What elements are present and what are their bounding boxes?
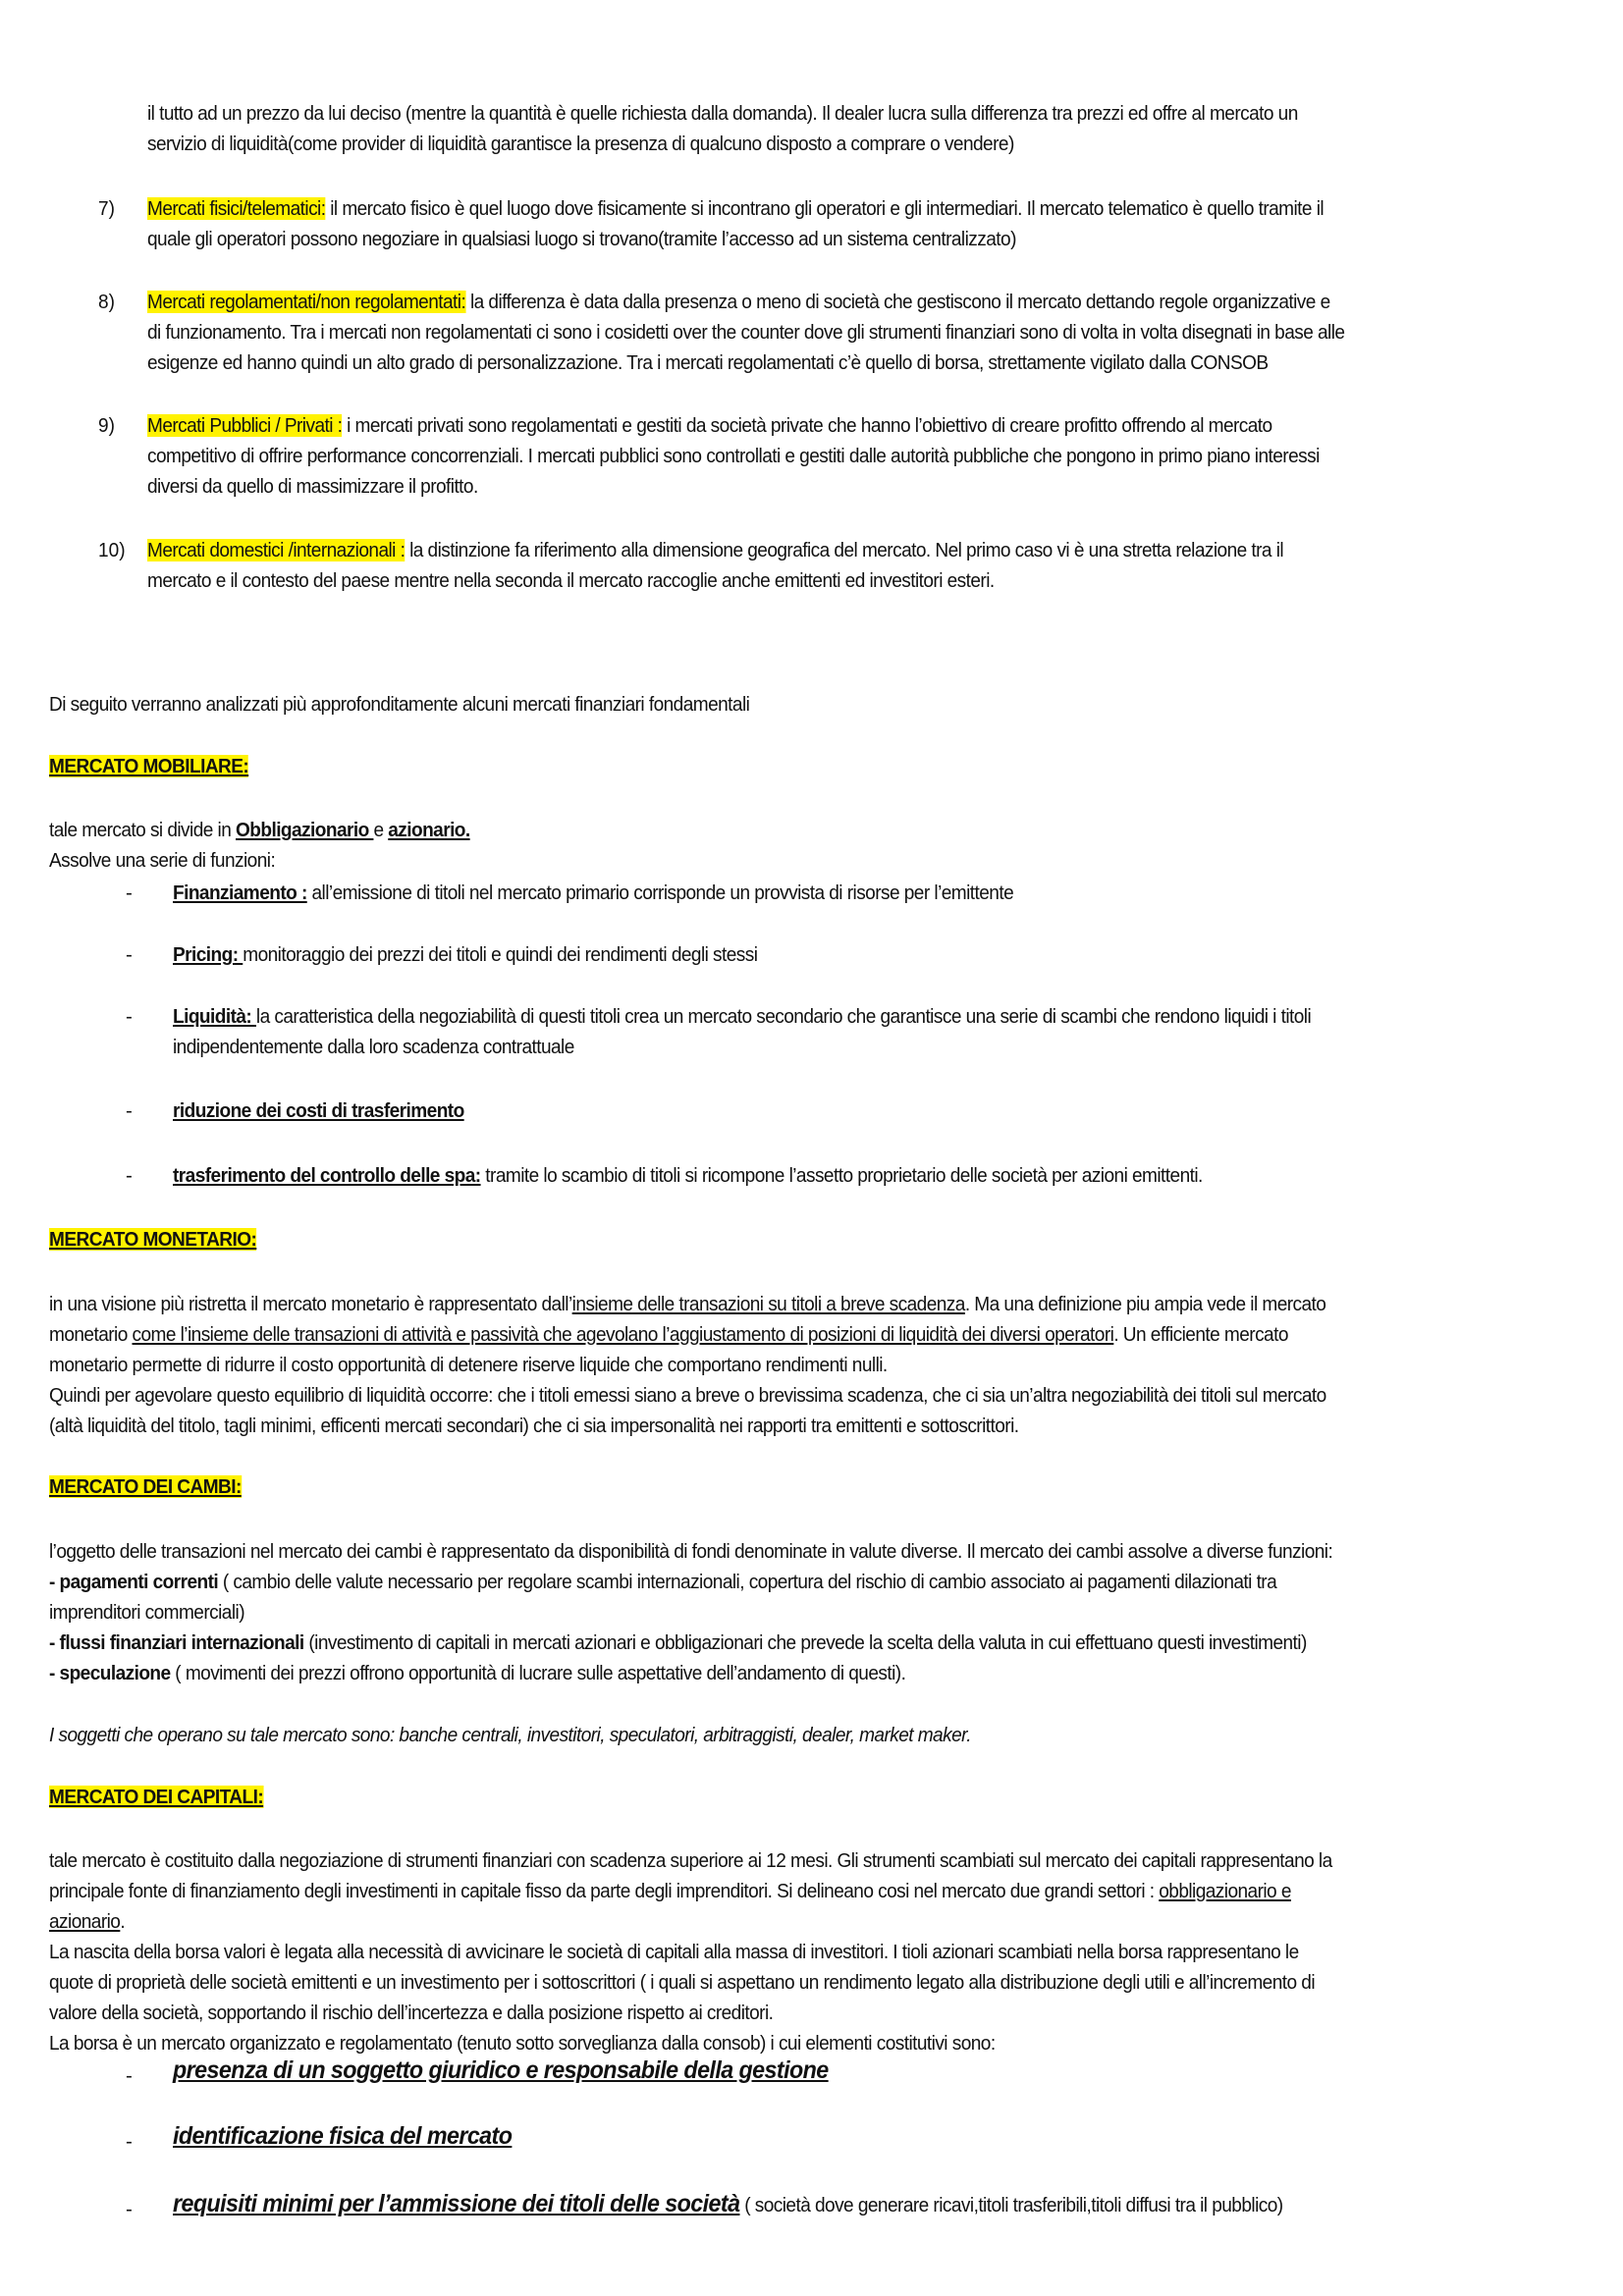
list-item-line: esigenze ed hanno quindi un alto grado di personalizzazione. Tra i mercati regolamentati c’è quello di borsa, strettamente vigilato dalla CONSOB	[147, 351, 1269, 374]
list-item-line: quale gli operatori possono negoziare in qualsiasi luogo si trovano(tramite l’accesso ad un sistema centralizzato)	[147, 228, 1016, 250]
text: (investimento di capitali in mercati azionari e obbligazionari che prevede la scelta della valuta in cui effettuano questi investimenti)	[303, 1631, 1307, 1654]
item-title: Mercati fisici/telematici:	[147, 197, 326, 220]
item-text: la differenza è data dalla presenza o meno di società che gestiscono il mercato dettando regole organizzative e	[465, 291, 1330, 313]
item-title: Mercati regolamentati/non regolamentati:	[147, 291, 466, 313]
list-number: 7)	[98, 197, 115, 220]
list-item-line: di funzionamento. Tra i mercati non regolamentati ci sono i cosidetti over the counter dove gli strumenti finanziari sono di volta in volta disegnati in base alle	[147, 321, 1345, 344]
mobiliare-divide	[49, 815, 1446, 845]
underlined-text: azionario	[49, 1910, 121, 1933]
bullet-item	[173, 1095, 1460, 1126]
soggetti-note: I soggetti che operano su tale mercato sono: banche centrali, investitori, speculatori, arbitraggisti, dealer, market maker.	[49, 1724, 971, 1746]
function-label: - pagamenti correnti	[49, 1571, 219, 1593]
item-text: i mercati privati sono regolamentati e gestiti da società private che hanno l’obiettivo di creare profitto offrendo al mercato	[342, 414, 1272, 437]
paragraph-line: quote di proprietà delle società emittenti e un investimento per i sottoscrittori ( i quali si aspettano un rendimento legato alla distribuzione degli utili e all’incremento di	[49, 1971, 1316, 1994]
paragraph-line	[49, 1876, 1446, 1906]
paragraph-line: La borsa è un mercato organizzato e regolamentato (tenuto sotto sorveglianza dalla consob) i cui elementi costitutivi sono:	[49, 2032, 996, 2055]
bullet-item	[173, 939, 1460, 970]
element-label: requisiti minimi per l’ammissione dei titoli delle società	[173, 2190, 740, 2217]
paragraph-line	[49, 1319, 1446, 1350]
paragraph-line	[49, 1289, 1446, 1319]
paragraph-line: l’oggetto delle transazioni nel mercato dei cambi è rappresentato da disponibilità di fondi denominate in valute diverse. Il mercato dei cambi assolve a diverse funzioni:	[49, 1540, 1333, 1563]
heading-text: MERCATO MONETARIO:	[49, 1228, 257, 1251]
bullet-dash: -	[126, 2130, 133, 2153]
bullet-dash: -	[126, 943, 133, 966]
bullet-dash: -	[126, 1099, 133, 1122]
paragraph-line: Quindi per agevolare questo equilibrio di liquidità occorre: che i titoli emessi siano a breve o brevissima scadenza, che ci sia un’altra negoziabilità dei titoli sul mercato	[49, 1384, 1326, 1407]
section-heading-cambi	[49, 1471, 1446, 1502]
list-number: 10)	[98, 539, 126, 561]
obbligazionario-term: Obbligazionario	[236, 819, 374, 841]
bullet-item-line: indipendentemente dalla loro scadenza contrattuale	[173, 1036, 574, 1058]
list-item	[147, 410, 1462, 441]
text: principale fonte di finanziamento degli investimenti in capitale fisso da parte degli imprenditori. Si delineano cosi nel mercato due grandi settori :	[49, 1880, 1160, 1902]
text: in una visione più ristretta il mercato monetario è rappresentato dall’	[49, 1293, 572, 1315]
mobiliare-assolve: Assolve una serie di funzioni:	[49, 849, 276, 872]
bullet-dash: -	[126, 1164, 133, 1187]
bullet-label: riduzione dei costi di trasferimento	[173, 1099, 464, 1122]
paragraph-line	[49, 1567, 1446, 1597]
list-item-line: competitivo di offrire performance concorrenziali. I mercati pubblici sono controllati e gestiti dalle autorità pubbliche che pongono in primo piano interessi	[147, 445, 1320, 467]
list-number: 9)	[98, 414, 115, 437]
bullet-text: tramite lo scambio di titoli si ricompone l’assetto proprietario delle società per azioni emittenti.	[480, 1164, 1203, 1187]
intro-paragraph: Di seguito verranno analizzati più approfonditamente alcuni mercati finanziari fondamentali	[49, 693, 750, 716]
paragraph-line: La nascita della borsa valori è legata alla necessità di avvicinare le società di capitali alla massa di investitori. I tioli azionari scambiati nella borsa rappresentano le	[49, 1941, 1299, 1963]
bullet-dash: -	[126, 2198, 133, 2220]
function-label: - flussi finanziari internazionali	[49, 1631, 304, 1654]
paragraph-line: monetario permette di ridurre il costo opportunità di detenere riserve liquide che comportano rendimenti nulli.	[49, 1354, 888, 1376]
list-item-line: diversi da quello di massimizzare il profitto.	[147, 475, 478, 498]
bullet-item	[173, 1001, 1460, 1032]
bullet-item	[173, 1160, 1460, 1191]
intro-line: il tutto ad un prezzo da lui deciso (mentre la quantità è quelle richiesta dalla domanda). Il dealer lucra sulla differenza tra prezzi ed offre al mercato un	[147, 102, 1298, 125]
text: ( cambio delle valute necessario per regolare scambi internazionali, copertura del rischio di cambio associato ai pagamenti dilazionati tra	[218, 1571, 1277, 1593]
element-item	[173, 2056, 1460, 2087]
bullet-label: Pricing:	[173, 943, 243, 966]
intro-line: servizio di liquidità(come provider di liquidità garantisce la presenza di qualcuno disposto a comprare o vendere)	[147, 133, 1014, 155]
item-text: la distinzione fa riferimento alla dimensione geografica del mercato. Nel primo caso vi è una stretta relazione tra il	[405, 539, 1284, 561]
text: .	[120, 1910, 126, 1933]
heading-text: MERCATO DEI CAPITALI:	[49, 1786, 264, 1808]
text: monetario	[49, 1323, 133, 1346]
section-heading-mobiliare	[49, 751, 1446, 781]
text: e	[373, 819, 389, 841]
bullet-item	[173, 878, 1460, 908]
list-item-line: mercato e il contesto del paese mentre nella seconda il mercato raccoglie anche emittenti ed investitori esteri.	[147, 569, 995, 592]
paragraph-line: tale mercato è costituito dalla negoziazione di strumenti finanziari con scadenza superiore ai 12 mesi. Gli strumenti scambiati sul mercato dei capitali rappresentano la	[49, 1849, 1332, 1872]
underlined-text: insieme delle transazioni su titoli a breve scadenza	[571, 1293, 965, 1315]
item-title: Mercati domestici /internazionali :	[147, 539, 406, 561]
bullet-label: trasferimento del controllo delle spa:	[173, 1164, 481, 1187]
underlined-text: obbligazionario e	[1159, 1880, 1291, 1902]
section-heading-monetario	[49, 1224, 1446, 1255]
paragraph-line	[49, 1658, 1446, 1688]
element-text: ( società dove generare ricavi,titoli trasferibili,titoli diffusi tra il pubblico)	[739, 2194, 1283, 2216]
underlined-text: come l’insieme delle transazioni di attività e passività che agevolano l’aggiustamento di posizioni di liquidità dei diversi operatori	[132, 1323, 1114, 1346]
element-label: identificazione fisica del mercato	[173, 2122, 513, 2150]
bullet-text: la caratteristica della negoziabilità di questi titoli crea un mercato secondario che garantisce una serie di scambi che rendono liquidi i titoli	[255, 1005, 1312, 1028]
paragraph-line	[49, 1906, 1446, 1937]
list-item	[147, 287, 1462, 317]
bullet-label: Finanziamento :	[173, 881, 307, 904]
section-heading-capitali	[49, 1782, 1446, 1812]
text: ( movimenti dei prezzi offrono opportunità di lucrare sulle aspettative dell’andamento di questi).	[170, 1662, 906, 1684]
bullet-dash: -	[126, 881, 133, 904]
bullet-label: Liquidità:	[173, 1005, 256, 1028]
item-text: il mercato fisico è quel luogo dove fisicamente si incontrano gli operatori e gli intermediari. Il mercato telematico è quello tramite il	[325, 197, 1325, 220]
list-item	[147, 535, 1462, 565]
text: . Ma una definizione piu ampia vede il mercato	[964, 1293, 1326, 1315]
heading-text: MERCATO MOBILIARE:	[49, 755, 249, 777]
paragraph-line: imprenditori commerciali)	[49, 1601, 244, 1624]
element-item	[173, 2121, 1460, 2153]
paragraph-line: valore della società, sopportando il rischio dell’incertezza e dalla posizione rispetto ai creditori.	[49, 2002, 774, 2024]
bullet-text: monitoraggio dei prezzi dei titoli e quindi dei rendimenti degli stessi	[243, 943, 758, 966]
text: . Un efficiente mercato	[1113, 1323, 1288, 1346]
element-label: presenza di un soggetto giuridico e responsabile della gestione	[173, 2056, 829, 2084]
bullet-dash: -	[126, 2064, 133, 2087]
list-item	[147, 193, 1462, 224]
azionario-term: azionario.	[388, 819, 470, 841]
function-label: - speculazione	[49, 1662, 171, 1684]
text: tale mercato si divide in	[49, 819, 237, 841]
list-number: 8)	[98, 291, 115, 313]
heading-text: MERCATO DEI CAMBI:	[49, 1475, 242, 1498]
bullet-dash: -	[126, 1005, 133, 1028]
bullet-text: all’emissione di titoli nel mercato primario corrisponde un provvista di risorse per l’emittente	[306, 881, 1014, 904]
paragraph-line	[49, 1628, 1446, 1658]
paragraph-line: (altà liquidità del titolo, tagli minimi, efficenti mercati secondari) che ci sia impersonalità nei rapporti tra emittenti e sottoscrittori.	[49, 1415, 1019, 1437]
element-item	[173, 2189, 1460, 2220]
item-title: Mercati Pubblici / Privati :	[147, 414, 343, 437]
